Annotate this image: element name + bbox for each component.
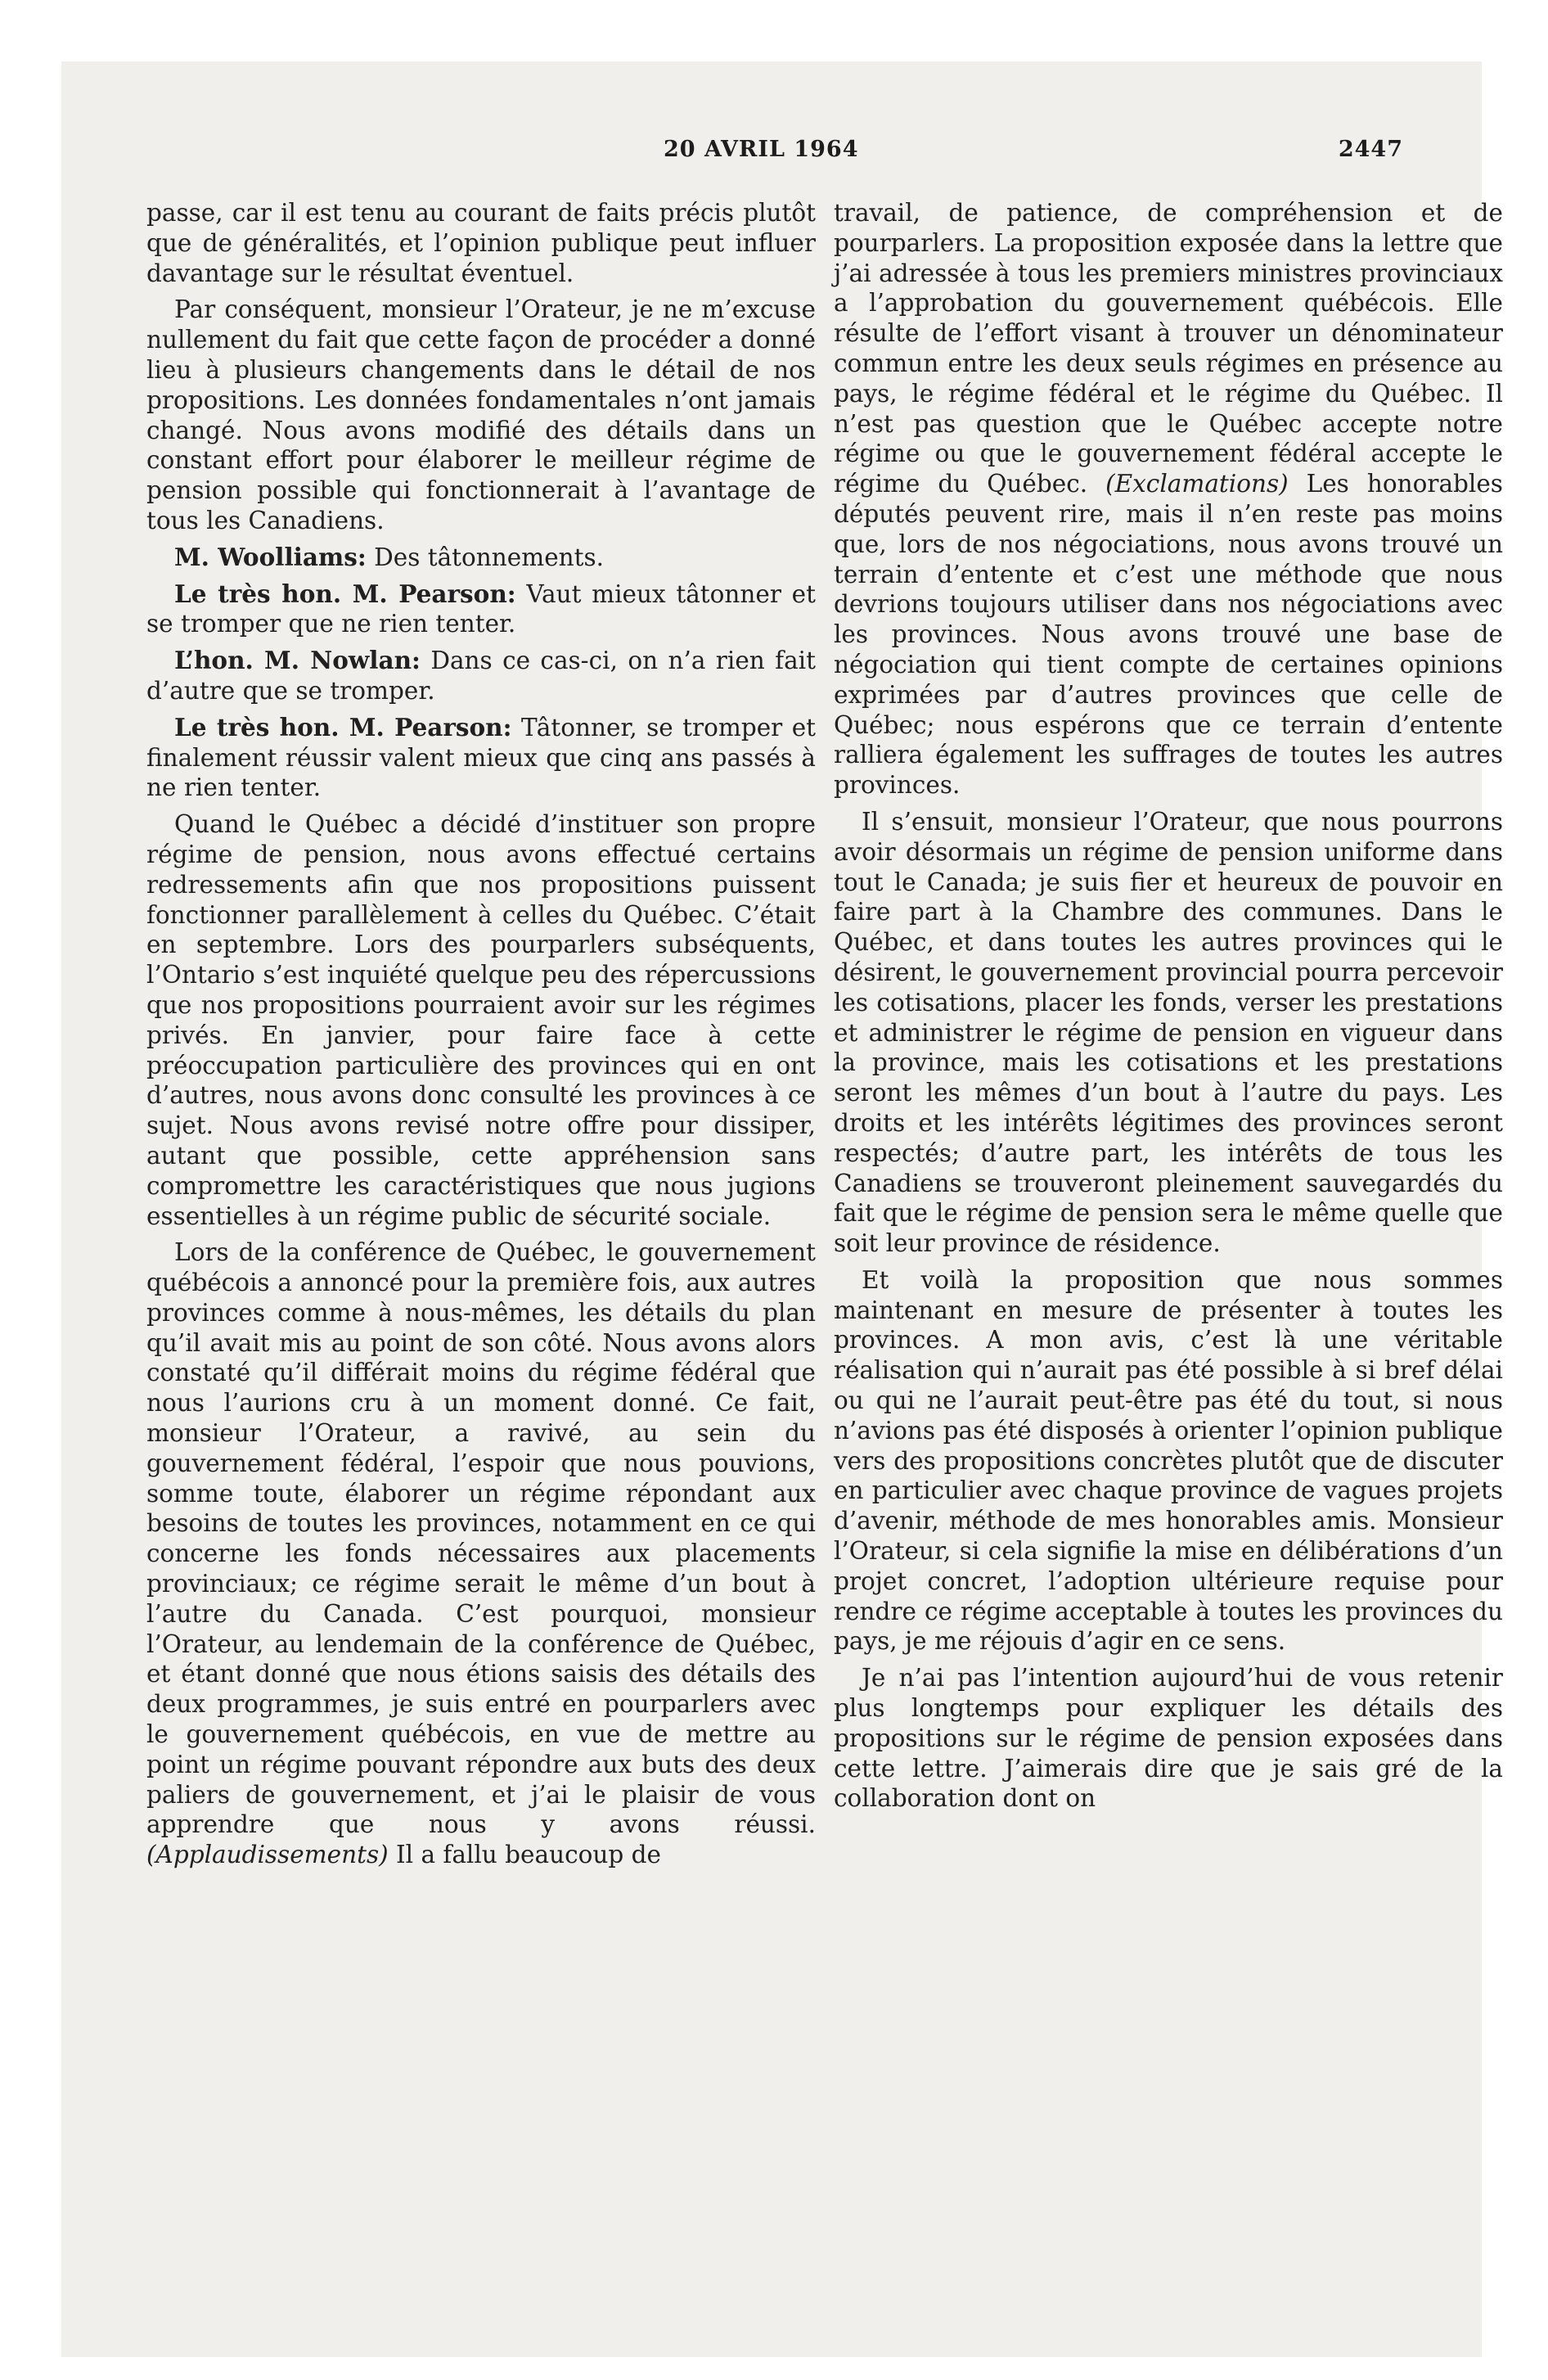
speech-text: Des tâtonnements. [374,543,605,571]
speaker-name: Le très hon. M. Pearson: [174,712,512,741]
paragraph-text: Il a fallu beaucoup de [395,1841,661,1869]
paragraph: Quand le Québec a décidé d’instituer son propre régime de pension, nous avons effectué certains redressements afin que nos propositions puissent fonctionner parallèlement à celles du Québec. C’était en septembre. Lors des pourparlers subséquents, l’Ontario s’est inquiété quelque peu des répercussions que nos propositions pourraient avoir sur les régimes privés. En janvier, pour faire face à cette préoccupation particulière des provinces qui en ont d’autres, nous avons donc consulté les provinces à ce sujet. Nous avons revisé notre offre pour dissiper, autant que possible, cette appréhension sans compromettre les caractéristiques que nous jugions essentielles à un régime public de sécurité sociale. [146,810,816,1230]
paragraph-text: Les honorables députés peuvent rire, mais il n’en reste pas moins que, lors de nos négociations, nous avons trouvé un terrain d’entente et c’est une méthode que nous devrions toujours utiliser dans nos négociations avec les provinces. Nous avons trouvé une base de négociation qui tient compte de certaines opinions exprimées par d’autres provinces que celle de Québec; nous espérons que ce terrain d’entente ralliera également les suffrages de toutes les autres provinces. [834,470,1503,800]
page-number: 2447 [1338,137,1403,162]
speaker-name: Le très hon. M. Pearson: [174,579,516,608]
speech-text: Dans ce cas-ci, on n’a rien fait d’autre que se tromper. [146,647,816,705]
speech-text: Tâtonner, se tromper et finalement réussir valent mieux que cinq ans passés à ne rien tenter. [146,713,817,802]
speaker-name: M. Woolliams: [174,542,367,571]
paragraph: Il s’ensuit, monsieur l’Orateur, que nous pourrons avoir désormais un régime de pension uniforme dans tout le Canada; je suis fier et heureux de pouvoir en faire part à la Chambre des communes. Dans le Québec, et dans toutes les autres provinces qui le désirent, le gouvernement provincial pourra percevoir les cotisations, placer les fonds, verser les prestations et administrer le régime de pension en vigueur dans la province, mais les cotisations et les prestations seront les mêmes d’un bout à l’autre du pays. Les droits et les intérêts légitimes des provinces seront respectés; d’autre part, les intérêts de tous les Canadiens se trouveront pleinement sauvegardés du fait que le régime de pension sera le même quelle que soit leur province de résidence. [834,807,1503,1258]
speech-text: Vaut mieux tâtonner et se tromper que ne rien tenter. [146,579,816,638]
paragraph: passe, car il est tenu au courant de faits précis plutôt que de généralités, et l’opinion publique peut influer davantage sur le résultat éventuel. [146,199,816,287]
interjection: (Applaudissements) [146,1841,389,1869]
speech-paragraph [146,543,816,573]
speech-paragraph [146,713,816,803]
page-date: 20 AVRIL 1964 [664,137,859,162]
paragraph [834,198,1503,800]
speaker-name: L’hon. M. Nowlan: [174,646,421,675]
speech-paragraph [146,646,816,706]
paragraph: Je n’ai pas l’intention aujourd’hui de vous retenir plus longtemps pour expliquer les détails des propositions sur le régime de pension exposées dans cette lettre. J’aimerais dire que je sais gré de la collaboration dont on [834,1664,1503,1813]
page [61,61,1503,2357]
paragraph [146,1237,816,1870]
page-header [61,137,1482,169]
paragraph-text: Lors de la conférence de Québec, le gouvernement québécois a annoncé pour la première fois, aux autres provinces comme à nous-mêmes, les détails du plan qu’il avait mis au point de son côté. Nous avons alors constaté qu’il différait moins du régime fédéral que nous l’aurions cru à un moment donné. Ce fait, monsieur l’Orateur, a ravivé, au sein du gouvernement fédéral, l’espoir que nous pouvions, somme toute, élaborer un régime répondant aux besoins de toutes les provinces, notamment en ce qui concerne les fonds nécessaires aux placements provinciaux; ce régime serait le même d’un bout à l’autre du Canada. C’est pourquoi, monsieur l’Orateur, au lendemain de la conférence de Québec, et étant donné que nous étions saisis des détails des deux programmes, je suis entré en pourparlers avec le gouvernement québécois, en vue de mettre au point un régime pouvant répondre aux buts des deux paliers de gouvernement, et j’ai le plaisir de vous apprendre que nous y avons réussi. [146,1238,816,1839]
speech-paragraph [146,579,816,640]
interjection: (Exclamations) [1105,470,1289,498]
paragraph: Par conséquent, monsieur l’Orateur, je ne m’excuse nullement du fait que cette façon de procéder a donné lieu à plusieurs changements dans le détail de nos propositions. Les données fondamentales n’ont jamais changé. Nous avons modifié des détails dans un constant effort pour élaborer le meilleur régime de pension possible qui fonctionnerait à l’avantage de tous les Canadiens. [146,295,816,534]
left-column [146,198,816,1877]
paragraph-text: travail, de patience, de compréhension et de pourparlers. La proposition exposée dans la lettre que j’ai adressée à tous les premiers ministres provinciaux a l’approbation du gouvernement québécois. Elle résulte de l’effort visant à trouver un dénominateur commun entre les deux seuls régimes en présence au pays, le régime fédéral et le régime du Québec. Il n’est pas question que le Québec accepte notre régime ou que le gouvernement fédéral accepte le régime du Québec. [834,199,1503,498]
paragraph: Et voilà la proposition que nous sommes maintenant en mesure de présenter à toutes les provinces. A mon avis, c’est là une véritable réalisation qui n’aurait pas été possible à si bref délai ou qui ne l’aurait peut-être pas été du tout, si nous n’avions pas été disposés à orienter l’opinion publique vers des propositions concrètes plutôt que de discuter en particulier avec chaque province de vagues projets d’avenir, méthode de mes honorables amis. Monsieur l’Orateur, si cela signifie la mise en délibérations d’un projet concret, l’adoption ultérieure requise pour rendre ce régime acceptable à toutes les provinces du pays, je me réjouis d’agir en ce sens. [834,1265,1503,1656]
right-column [834,198,1503,1820]
